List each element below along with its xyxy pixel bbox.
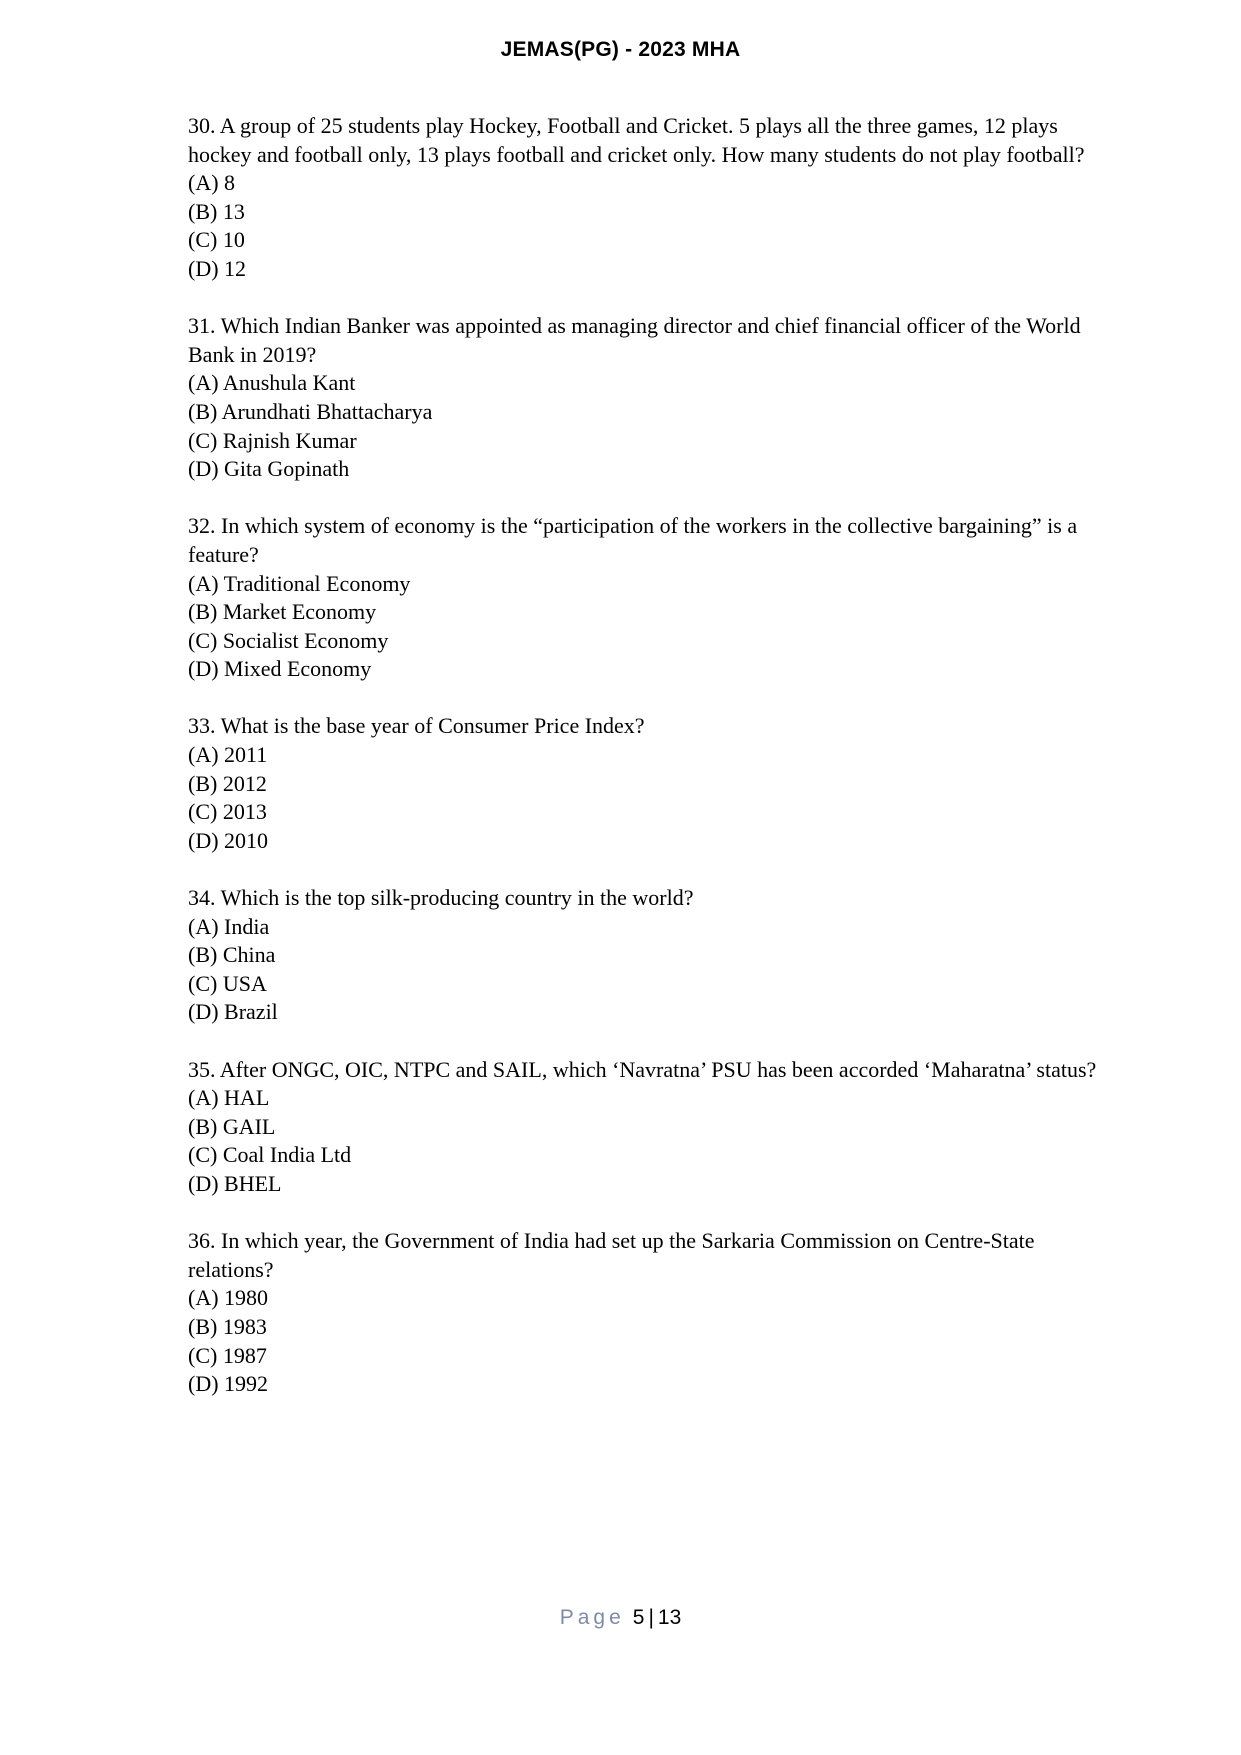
question-36 — [188, 1227, 1108, 1399]
option-a: (A) Anushula Kant — [188, 370, 356, 396]
question-30 — [188, 112, 1108, 284]
option-a: (A) 8 — [188, 170, 236, 196]
question-text: 35. After ONGC, OIC, NTPC and SAIL, which ‘Navratna’ PSU has been accorded ‘Maharatna’ status? — [188, 1056, 1097, 1082]
option-d: (D) Mixed Economy — [188, 656, 372, 682]
option-a: (A) Traditional Economy — [188, 570, 411, 596]
option-b: (B) GAIL — [188, 1113, 276, 1139]
option-b: (B) Market Economy — [188, 599, 377, 625]
option-c: (C) Rajnish Kumar — [188, 427, 357, 453]
page-separator: | — [648, 1606, 654, 1629]
question-31 — [188, 312, 1108, 484]
question-35 — [188, 1056, 1108, 1199]
option-b: (B) China — [188, 942, 276, 968]
question-32 — [188, 512, 1108, 684]
option-c: (C) Coal India Ltd — [188, 1142, 352, 1168]
option-c: (C) 2013 — [188, 799, 267, 825]
page-label: Page — [559, 1606, 625, 1629]
option-c: (C) 1987 — [188, 1342, 267, 1368]
option-a: (A) 2011 — [188, 742, 268, 768]
option-d: (D) 2010 — [188, 827, 269, 853]
option-c: (C) Socialist Economy — [188, 627, 389, 653]
question-text: 30. A group of 25 students play Hockey, Football and Cricket. 5 plays all the three games, 12 plays hockey and football only, 13 plays football and cricket only. How many students do not play football? — [188, 113, 1085, 167]
page-footer — [0, 1606, 1241, 1630]
option-b: (B) Arundhati Bhattacharya — [188, 398, 433, 424]
option-d: (D) 12 — [188, 255, 247, 281]
question-34 — [188, 884, 1108, 1027]
question-text: 34. Which is the top silk-producing country in the world? — [188, 885, 694, 911]
option-a: (A) 1980 — [188, 1285, 269, 1311]
question-33 — [188, 712, 1108, 855]
option-b: (B) 13 — [188, 198, 245, 224]
question-list — [188, 112, 1108, 1427]
option-b: (B) 2012 — [188, 770, 267, 796]
option-d: (D) Gita Gopinath — [188, 456, 350, 482]
total-pages: 13 — [657, 1606, 682, 1629]
option-c: (C) 10 — [188, 227, 245, 253]
option-d: (D) BHEL — [188, 1170, 282, 1196]
option-d: (D) 1992 — [188, 1371, 269, 1397]
question-text: 33. What is the base year of Consumer Price Index? — [188, 713, 645, 739]
option-a: (A) India — [188, 913, 270, 939]
option-a: (A) HAL — [188, 1085, 270, 1111]
current-page-number: 5 — [632, 1606, 645, 1629]
question-text: 32. In which system of economy is the “participation of the workers in the collective bargaining” is a feature? — [188, 513, 1078, 567]
option-c: (C) USA — [188, 970, 267, 996]
option-b: (B) 1983 — [188, 1313, 267, 1339]
page-header: JEMAS(PG) - 2023 MHA — [500, 38, 741, 61]
question-text: 31. Which Indian Banker was appointed as managing director and chief financial officer of the World Bank in 2019? — [188, 313, 1081, 367]
option-d: (D) Brazil — [188, 999, 278, 1025]
question-text: 36. In which year, the Government of India had set up the Sarkaria Commission on Centre-State relations? — [188, 1228, 1035, 1282]
